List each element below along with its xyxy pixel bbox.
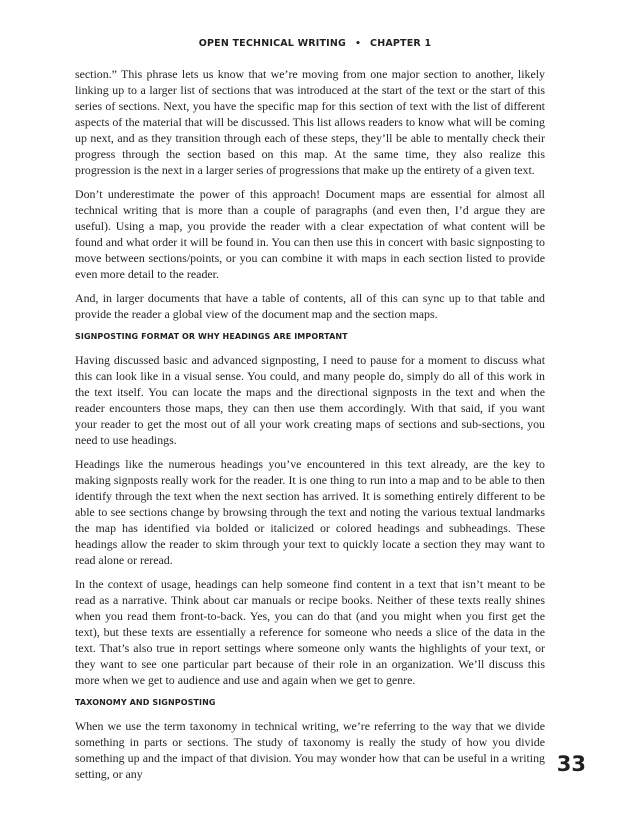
page-number: 33	[556, 752, 586, 776]
paragraph: Don’t underestimate the power of this approach! Document maps are essential for almost all technical writing that is more than a couple of paragraphs (and even then, I’d argue they are useful). Using a map, you provide the reader with a clear expectation of what content will be found and what order it will be found in. You can then use this in concert with basic signposting to move between sections/points, or you can combine it with maps in each section listed to provide even more detail to the reader.	[75, 187, 545, 281]
paragraph: Headings like the numerous headings you’ve encountered in this text already, are the key to making signposts really work for the reader. It is one thing to run into a map and to be able to then identify through the text when the next section has arrived. It is something entirely different to be able to see sections change by browsing through the text and noting the various textual landmarks the map has identified via bolded or italicized or colored headings and subheadings. These headings allow the reader to skim through your text to quickly locate a section they may want to read alone or reread.	[75, 457, 545, 567]
paragraph: When we use the term taxonomy in technical writing, we’re referring to the way that we divide something in parts or sections. The study of taxonomy is really the study of how you divide something up and the impact of that division. You may wonder how that can be useful in a writing setting, or any	[75, 719, 545, 781]
book-title: OPEN TECHNICAL WRITING	[198, 38, 347, 49]
body-text	[75, 66, 545, 790]
paragraph: section.” This phrase lets us know that we’re moving from one major section to another, likely linking up to a larger list of sections that was introduced at the start of the text or the start of this series of sections. Next, you have the specific map for this section of text with the list of different aspects of the material that will be discussed. This list allows readers to know what will be coming up next, and as they transition through each of these steps, they’ll be able to mentally check their progress through the section based on this map. At the same time, they also realize this progression is the next in a larger series of progressions that make up the entirety of a given text.	[75, 67, 545, 177]
header-separator: •	[355, 39, 362, 49]
paragraph: And, in larger documents that have a table of contents, all of this can sync up to that table and provide the reader a global view of the document map and the section maps.	[75, 291, 545, 321]
section-heading: TAXONOMY AND SIGNPOSTING	[75, 698, 216, 707]
section-heading: SIGNPOSTING FORMAT OR WHY HEADINGS ARE IMPORTANT	[75, 332, 348, 341]
paragraph: In the context of usage, headings can help someone find content in a text that isn’t meant to be read as a narrative. Think about car manuals or recipe books. Neither of these texts really shines when you read them front-to-back. Yes, you can do that (and you might when you first get the text), but these texts are essentially a reference for someone who needs a slice of the data in the text. That’s also true in report settings where someone only wants the highlights of your text, or they want to see one particular part because of their role in an organization. We’ll discuss this more when we get to audience and use and again when we get to genre.	[75, 577, 545, 687]
chapter-label: CHAPTER 1	[370, 38, 432, 49]
running-header	[0, 38, 630, 49]
paragraph: Having discussed basic and advanced signposting, I need to pause for a moment to discuss what this can look like in a visual sense. You could, and many people do, simply do all of this work in the text itself. You can locate the maps and the directional signposts in the text and when the reader encounters those maps, they can then use them accordingly. With that said, if you want your reader to get the most out of all your work creating maps of sections and sub-sections, you need to use headings.	[75, 353, 545, 447]
